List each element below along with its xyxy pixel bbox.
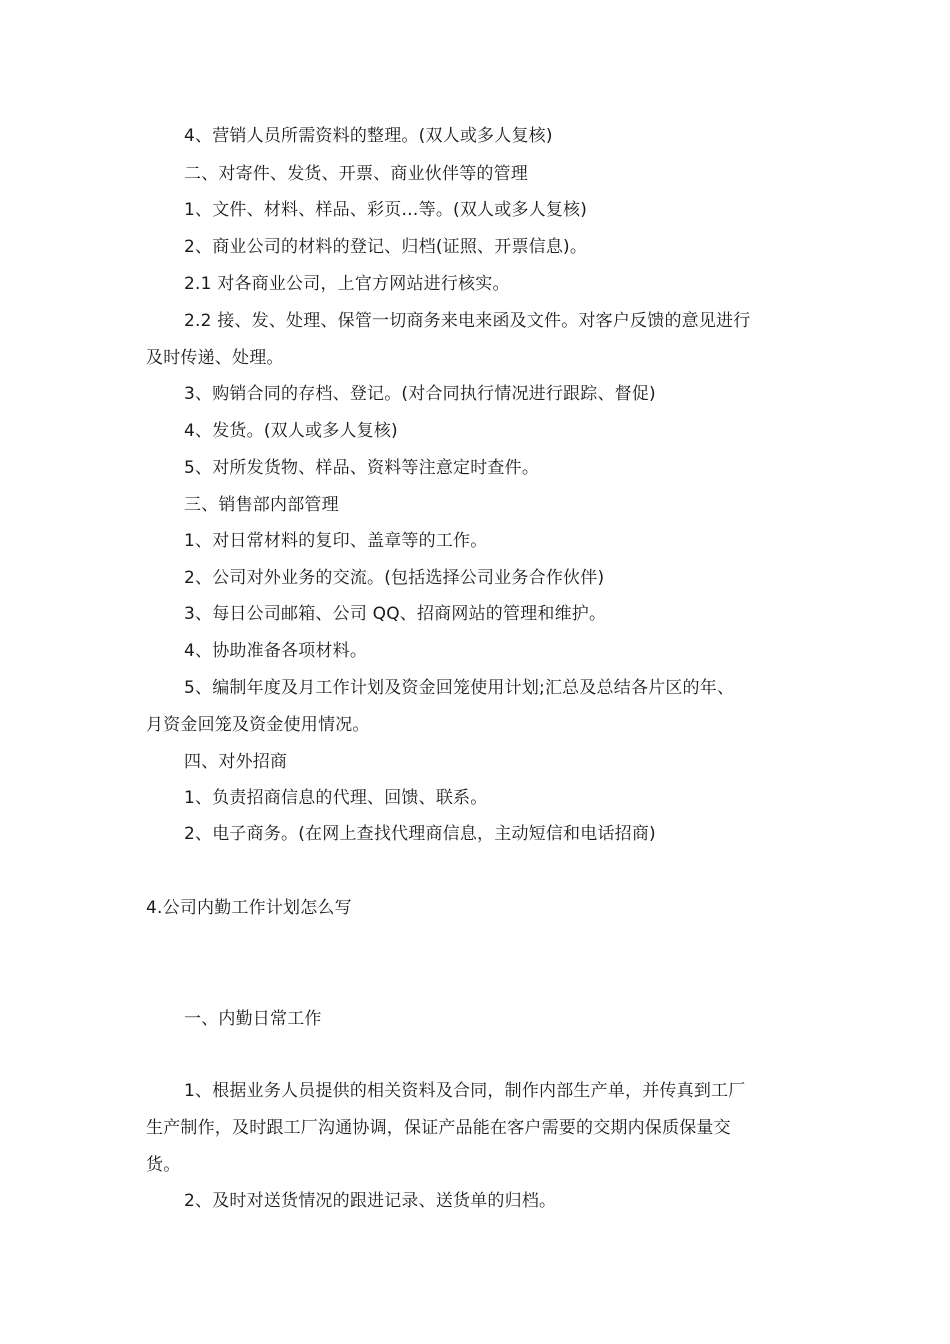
paragraph-line: 2.2 接、发、处理、保管一切商务来电来函及文件。对客户反馈的意见进行 bbox=[184, 311, 751, 331]
paragraph-line: 1、文件、材料、样品、彩页…等。(双人或多人复核) bbox=[184, 200, 588, 220]
paragraph-line: 2、公司对外业务的交流。(包括选择公司业务合作伙伴) bbox=[184, 568, 605, 588]
paragraph-line: 1、根据业务人员提供的相关资料及合同，制作内部生产单，并传真到工厂 bbox=[184, 1081, 746, 1101]
paragraph-line: 2.1 对各商业公司，上官方网站进行核实。 bbox=[184, 274, 510, 294]
section-heading: 二、对寄件、发货、开票、商业伙伴等的管理 bbox=[184, 164, 528, 184]
paragraph-line: 3、购销合同的存档、登记。(对合同执行情况进行跟踪、督促) bbox=[184, 384, 656, 404]
paragraph-line: 5、对所发货物、样品、资料等注意定时查件。 bbox=[184, 458, 540, 478]
paragraph-line: 4、营销人员所需资料的整理。(双人或多人复核) bbox=[184, 126, 553, 146]
paragraph-line-continued: 生产制作，及时跟工厂沟通协调，保证产品能在客户需要的交期内保质保量交 bbox=[146, 1118, 731, 1138]
paragraph-line: 4、协助准备各项材料。 bbox=[184, 641, 368, 661]
paragraph-line: 3、每日公司邮箱、公司 QQ、招商网站的管理和维护。 bbox=[184, 604, 607, 624]
paragraph-line-continued: 及时传递、处理。 bbox=[146, 348, 284, 368]
paragraph-line-continued: 月资金回笼及资金使用情况。 bbox=[146, 715, 370, 735]
section-heading: 一、内勤日常工作 bbox=[184, 1009, 322, 1029]
paragraph-line: 1、负责招商信息的代理、回馈、联系。 bbox=[184, 788, 488, 808]
paragraph-line: 2、电子商务。(在网上查找代理商信息，主动短信和电话招商) bbox=[184, 824, 656, 844]
paragraph-line: 1、对日常材料的复印、盖章等的工作。 bbox=[184, 531, 488, 551]
paragraph-line: 5、编制年度及月工作计划及资金回笼使用计划;汇总及总结各片区的年、 bbox=[184, 678, 735, 698]
section-heading: 三、销售部内部管理 bbox=[184, 495, 339, 515]
document-heading: 4.公司内勤工作计划怎么写 bbox=[146, 898, 352, 918]
paragraph-line: 2、商业公司的材料的登记、归档(证照、开票信息)。 bbox=[184, 237, 588, 257]
section-heading: 四、对外招商 bbox=[184, 752, 288, 772]
paragraph-line: 2、及时对送货情况的跟进记录、送货单的归档。 bbox=[184, 1191, 557, 1211]
paragraph-line-continued: 货。 bbox=[146, 1155, 181, 1175]
paragraph-line: 4、发货。(双人或多人复核) bbox=[184, 421, 398, 441]
